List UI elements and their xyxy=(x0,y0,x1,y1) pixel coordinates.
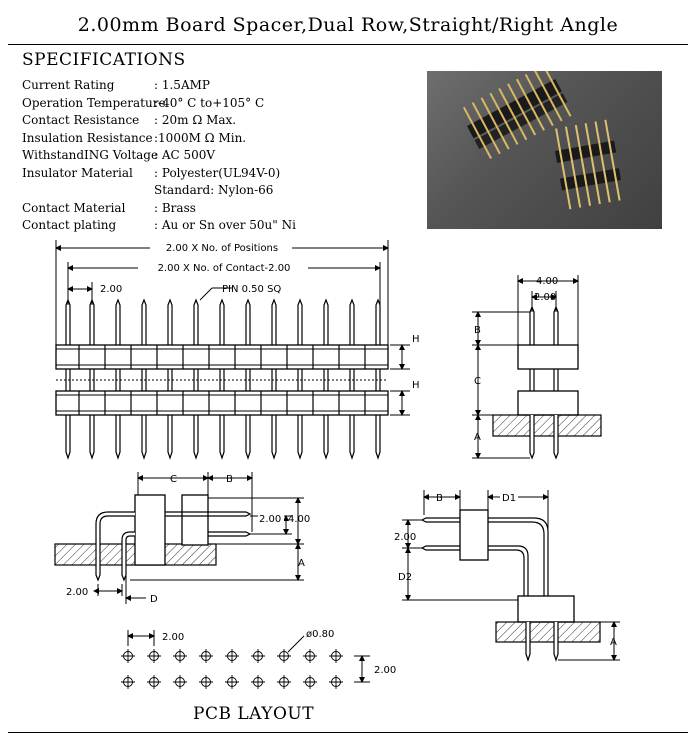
spec-value: :-40° C to+105° C xyxy=(154,95,265,110)
front-contact-span-label: 2.00 X No. of Contact-2.00 xyxy=(157,263,291,274)
pcb-pitch-y-label: 2.00 xyxy=(374,665,397,676)
pcb-pitch-x-label: 2.00 xyxy=(162,632,185,643)
ra-d-label: D xyxy=(150,594,158,605)
page-title: 2.00mm Board Spacer,Dual Row,Straight/Right Angle xyxy=(77,14,619,36)
spec-value: : Polyester(UL94V-0) xyxy=(154,165,281,180)
spec-label: Contact Resistance xyxy=(22,113,140,127)
front-h1-label: H xyxy=(412,334,420,345)
spec-label: Insulation Resistance xyxy=(22,130,153,145)
side-b-label: B xyxy=(474,325,481,336)
front-total-width-label: 2.00 X No. of Positions xyxy=(165,243,279,254)
r2-pitch-label: 2.00 xyxy=(394,532,417,543)
ra-bottom-label: 2.00 xyxy=(66,587,89,598)
spec-label: Current Rating xyxy=(22,78,115,92)
front-pitch-label: 2.00 xyxy=(100,284,123,295)
spec-label: Operation Temperature xyxy=(22,95,166,110)
r2-d2-label: D2 xyxy=(398,572,413,583)
pin-size-label: PIN 0.50 SQ xyxy=(222,284,282,295)
ra-height-label: 4.00 xyxy=(288,514,311,525)
r2-b-label: B xyxy=(436,493,443,504)
spec-value: Standard: Nylon-66 xyxy=(154,183,274,197)
pcb-layout-labels xyxy=(162,629,396,676)
side-c-label: C xyxy=(474,376,481,387)
r2-d1-label: D1 xyxy=(502,493,517,504)
side-pitch-label: 2.00 xyxy=(534,292,557,303)
spec-value: : Brass xyxy=(154,200,196,215)
ra-b-label: B xyxy=(226,474,233,485)
right-angle-view xyxy=(55,472,304,604)
spec-label: Contact Material xyxy=(22,200,126,215)
ra-a-label: A xyxy=(298,558,305,569)
spec-label: Contact plating xyxy=(22,218,117,232)
spec-value: : Au or Sn over 50u" Ni xyxy=(154,218,296,232)
side-width-label: 4.00 xyxy=(536,276,559,287)
spec-value: :1000M Ω Min. xyxy=(154,130,247,145)
r2-a-label: A xyxy=(610,637,617,648)
specifications-heading: SPECIFICATIONS xyxy=(22,50,186,70)
spec-value: : AC 500V xyxy=(154,148,216,162)
front-h2-label: H xyxy=(412,380,420,391)
side-a-label: A xyxy=(474,432,481,443)
spec-value: : 20m Ω Max. xyxy=(154,113,237,127)
spec-value: : 1.5AMP xyxy=(154,78,210,92)
pcb-hole-label: ø0.80 xyxy=(306,629,335,640)
ra-c-label: C xyxy=(170,474,177,485)
ra-pitch-label: 2.00 xyxy=(259,514,282,525)
spec-label: Insulator Material xyxy=(22,165,133,180)
pcb-layout-title: PCB LAYOUT xyxy=(193,704,315,724)
right-angle-view-2 xyxy=(402,490,620,660)
spec-label: WithstandING Voltage xyxy=(22,148,159,162)
